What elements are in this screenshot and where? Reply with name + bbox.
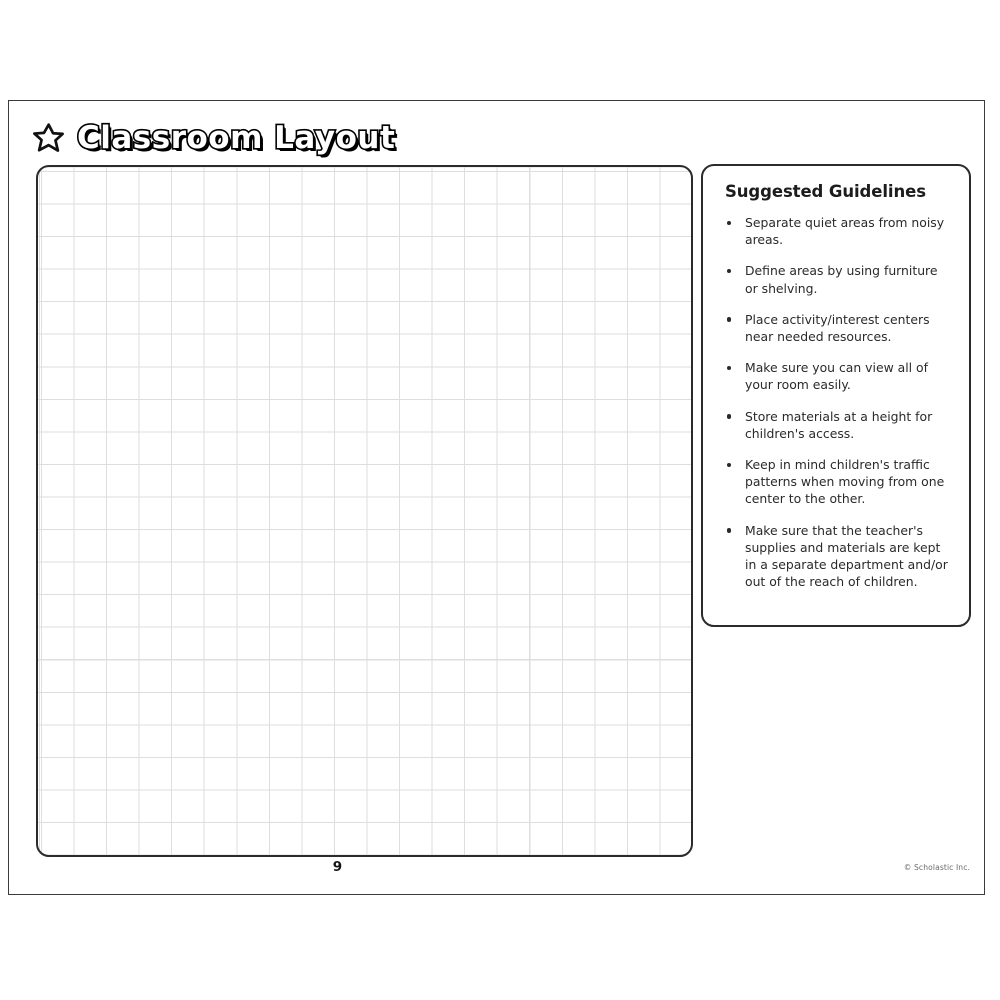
guideline-text: Place activity/interest centers near needed resources. (745, 311, 930, 345)
list-item (721, 456, 952, 508)
bullet-icon (727, 463, 731, 467)
guideline-text: Keep in mind children's traffic patterns when moving from one center to the other. (745, 457, 945, 507)
copyright-notice: © Scholastic Inc. (903, 863, 970, 872)
guideline-text: Separate quiet areas from noisy areas. (745, 215, 945, 248)
suggested-guidelines-panel (701, 164, 971, 627)
list-item (721, 262, 952, 296)
guideline-text: Define areas by using furniture or shelving. (745, 263, 938, 296)
guideline-text: Make sure that the teacher's supplies and materials are kept in a separate department and/or out of the reach of children. (745, 522, 948, 590)
guidelines-list (721, 214, 952, 590)
bullet-icon (727, 269, 731, 273)
page-frame-border (8, 100, 985, 895)
list-item (721, 408, 952, 442)
list-item (721, 311, 952, 345)
bullet-icon (727, 366, 731, 370)
classroom-layout-grid[interactable] (36, 165, 693, 857)
page-number: 9 (332, 859, 343, 875)
list-item (721, 214, 952, 248)
star-icon (31, 122, 65, 156)
guidelines-heading: Suggested Guidelines (725, 182, 926, 201)
guideline-text: Store materials at a height for children's access. (745, 408, 933, 441)
list-item (721, 522, 952, 591)
page-title: Classroom Layout (77, 119, 396, 156)
guideline-text: Make sure you can view all of your room easily. (745, 360, 929, 393)
bullet-icon (727, 528, 731, 532)
bullet-icon (727, 221, 731, 225)
page-header (31, 115, 395, 161)
bullet-icon (727, 317, 731, 321)
list-item (721, 359, 952, 393)
bullet-icon (727, 414, 731, 418)
